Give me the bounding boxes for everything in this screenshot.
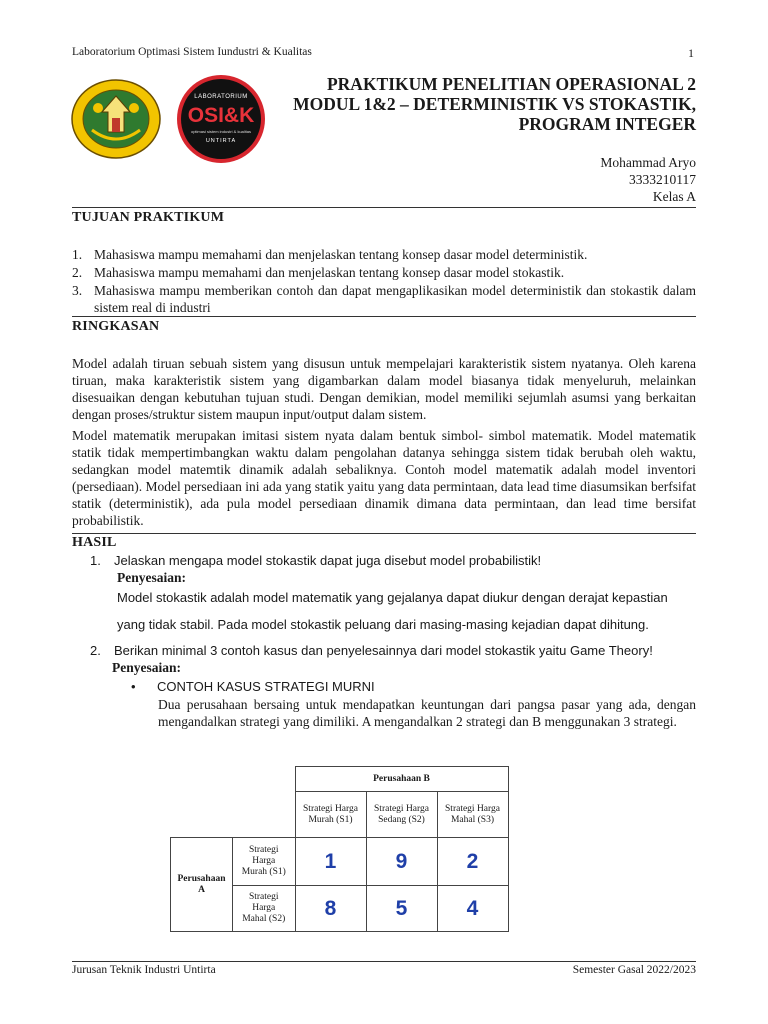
- divider: [72, 207, 696, 208]
- column-header: Strategi Harga Sedang (S2): [366, 792, 437, 838]
- author-class: Kelas A: [652, 189, 696, 204]
- bullet-item: • CONTOH KASUS STRATEGI MURNI: [131, 679, 375, 694]
- ringkasan-paragraph-2: Model matematik merupakan imitasi sistem nyata dalam bentuk simbol- simbol matematik. Model matematik statik tidak mempertimbangkan waktu dalam pengolahan datanya sehingga sistem tidak berubah oleh waktu, sedangkan model matemtik dinamik adalah sebaliknya. Contoh model matematik adalah model inventori (persediaan). Model persediaan ini ada yang statik yaitu yang data permintaan, data lead time diasumsikan berfsifat statik (deterministik), ada pula model persediaan dinamik dimana data permintaan, dan lead time bersifat probabilistik.: [72, 428, 696, 528]
- answer-1-line-2: yang tidak stabil. Pada model stokastik peluang dari masing-masing kejadian dapat dihitung.: [117, 617, 649, 632]
- payoff-cell: 1: [295, 838, 366, 886]
- payoff-cell: 2: [437, 838, 508, 886]
- footer-divider: [72, 961, 696, 962]
- lab-logo-sub-text: optimasi sistem industri & kualitas: [190, 129, 252, 134]
- payoff-cell: 8: [295, 886, 366, 932]
- section-heading-ringkasan: RINGKASAN: [72, 319, 160, 334]
- title-line-2: MODUL 1&2 – DETERMINISTIK VS STOKASTIK,: [293, 94, 696, 114]
- document-title: [266, 74, 696, 134]
- payoff-table: [170, 766, 509, 932]
- tujuan-list: [72, 246, 696, 316]
- answer-label: Penyesaian:: [117, 570, 186, 585]
- author-id: 3333210117: [629, 172, 696, 187]
- section-heading-hasil: HASIL: [72, 535, 117, 550]
- title-line-3: PROGRAM INTEGER: [518, 114, 696, 134]
- list-item: 1. Mahasiswa mampu memahami dan menjelaskan tentang konsep dasar model deterministik.: [72, 247, 588, 262]
- column-header: Strategi Harga Mahal (S3): [437, 792, 508, 838]
- author-name: Mohammad Aryo: [600, 155, 696, 170]
- column-group-header: Perusahaan B: [295, 767, 508, 792]
- ringkasan-paragraph-1: Model adalah tiruan sebuah sistem yang disusun untuk mempelajari karakteristik sistem nyatanya. Oleh karena tiruan, maka karakteristik sistem yang digambarkan dalam model biasanya tidak menyeluruh, melainkan disesuaikan dengan kebutuhan tujuan studi. Dengan demikian, model memiliki sejumlah asumsi yang berkaitan dengan proses/struktur sistem maupun input/output dalam sistem.: [72, 356, 696, 422]
- row-header: Strategi Harga Mahal (S2): [233, 886, 296, 932]
- list-item: 2. Mahasiswa mampu memahami dan menjelaskan tentang konsep dasar model stokastik.: [72, 265, 565, 280]
- title-line-1: PRAKTIKUM PENELITIAN OPERASIONAL 2: [326, 74, 696, 94]
- footer-right: Semester Gasal 2022/2023: [572, 964, 696, 976]
- payoff-cell: 4: [437, 886, 508, 932]
- bullet-icon: •: [131, 679, 136, 694]
- lab-logo-top-text: LABORATORIUM: [194, 94, 248, 100]
- column-header: Strategi Harga Murah (S1): [295, 792, 366, 838]
- lab-logo-main-text: OSI&K: [187, 104, 255, 127]
- divider: [72, 533, 696, 534]
- answer-label: Penyesaian:: [112, 660, 181, 675]
- payoff-cell: 9: [366, 838, 437, 886]
- author-block: [600, 154, 696, 205]
- osik-lab-logo-icon: [176, 74, 266, 164]
- university-seal-icon: [70, 78, 162, 160]
- row-header: Strategi Harga Murah (S1): [233, 838, 296, 886]
- answer-1-line-1: Model stokastik adalah model matematik yang gejalanya dapat diukur dengan derajat kepastian: [117, 590, 668, 605]
- question-1: 1. Jelaskan mengapa model stokastik dapat juga disebut model probabilistik!: [90, 553, 542, 568]
- section-heading-tujuan: TUJUAN PRAKTIKUM: [72, 210, 225, 225]
- divider: [72, 316, 696, 317]
- bullet-paragraph: Dua perusahaan bersaing untuk mendapatkan keuntungan dari pangsa pasar yang ada, dengan mengandalkan strategi yang dimiliki. A mengandalkan 2 strategi dan B menggunakan 3 strategi.: [158, 697, 696, 729]
- list-item: 3. Mahasiswa mampu memberikan contoh dan dapat mengaplikasikan model deterministik dan stokastik dalam sistem real di industri: [72, 283, 696, 315]
- header-lab-name: Laboratorium Optimasi Sistem Iundustri & Kualitas: [72, 46, 312, 58]
- page-number: 1: [688, 46, 694, 60]
- footer-left: Jurusan Teknik Industri Untirta: [72, 964, 216, 976]
- question-2: 2. Berikan minimal 3 contoh kasus dan penyelesainnya dari model stokastik yaitu Game Theory!: [90, 643, 653, 658]
- payoff-cell: 5: [366, 886, 437, 932]
- row-group-header: Perusahaan A: [171, 838, 233, 932]
- lab-logo-bottom-text: UNTIRTA: [205, 138, 237, 144]
